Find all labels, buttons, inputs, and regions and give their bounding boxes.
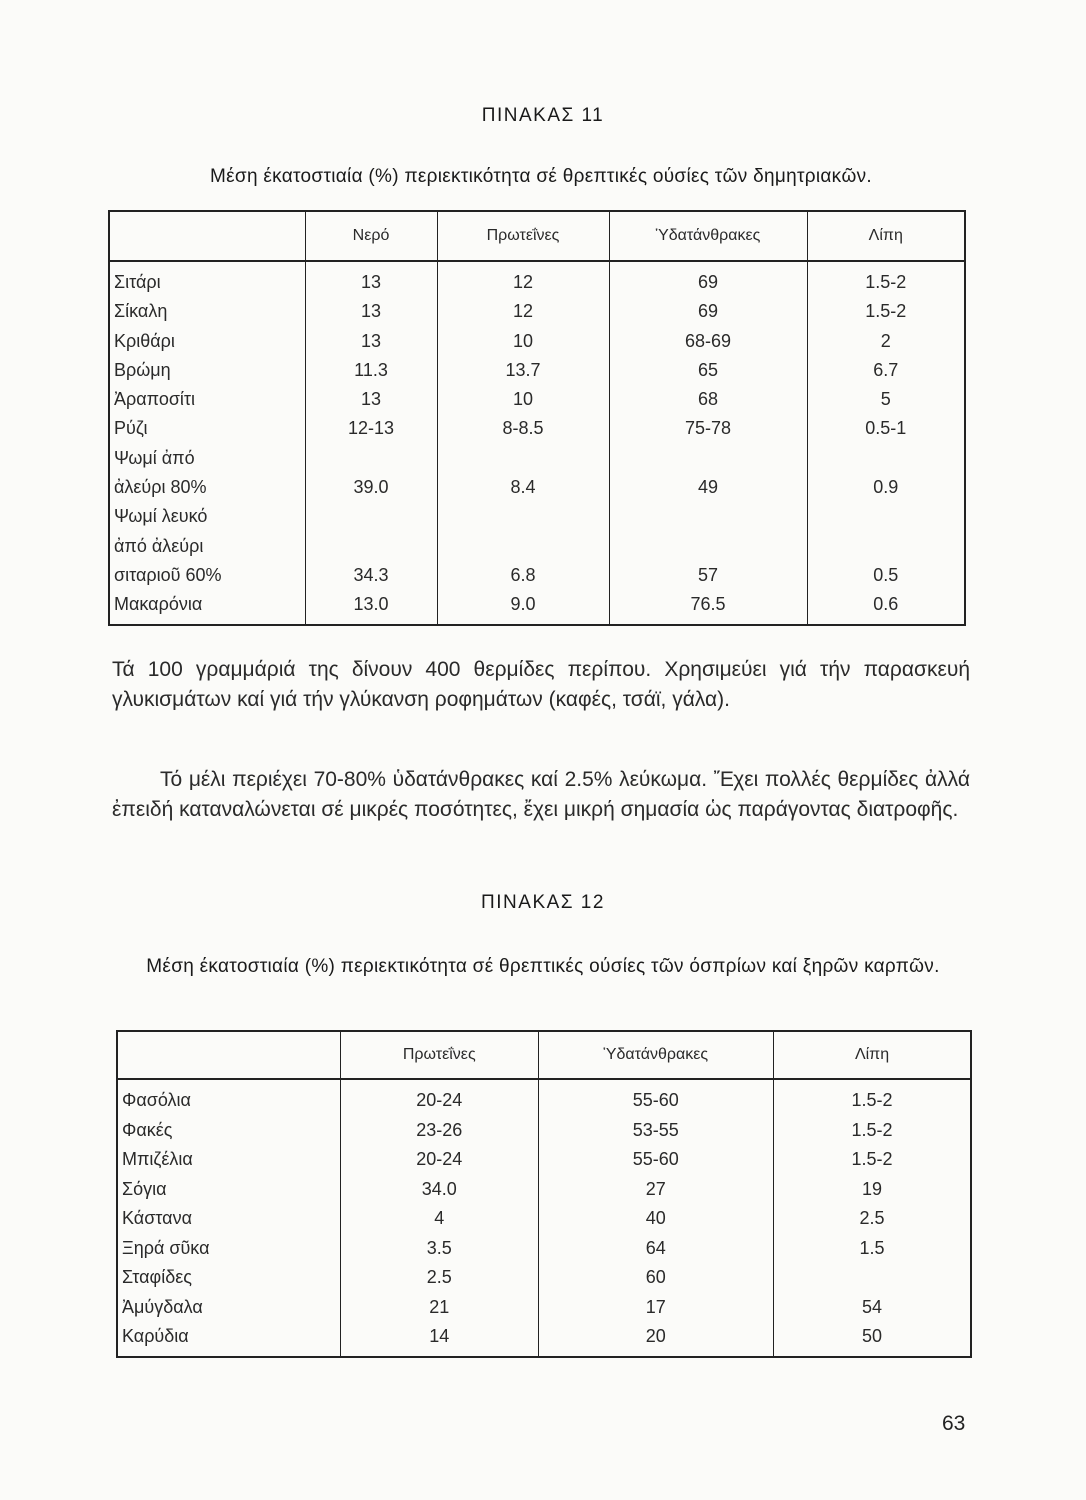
table12-header-cell [117, 1031, 341, 1079]
table-cell: 34.0 [341, 1175, 539, 1205]
table-cell: 2 [807, 327, 965, 356]
row-label: Φασόλια [122, 1090, 191, 1110]
row-label: Μπιζέλια [122, 1149, 193, 1169]
table-cell: 10 [437, 385, 609, 414]
table-cell: 68-69 [609, 327, 807, 356]
table12-header-cell: Πρωτεΐνες [341, 1031, 539, 1079]
row-label: Ψωμί ἀπό ἀλεύρι 80% [114, 447, 207, 498]
table-row [109, 414, 965, 443]
table-cell: 8-8.5 [437, 414, 609, 443]
table11-caption: Μέση έκατοστιαία (%) περιεκτικότητα σέ θρεπτικές ούσίες τῶν δημητριακῶν. [210, 166, 872, 187]
row-label: Ἀμύγδαλα [122, 1296, 203, 1317]
table-cell: 0.6 [807, 590, 965, 624]
table-cell: 17 [538, 1293, 774, 1323]
row-label: Ξηρά σῦκα [122, 1237, 210, 1258]
table-row [109, 356, 965, 385]
table-row [117, 1116, 971, 1146]
table-cell: 14 [341, 1322, 539, 1357]
table-row [117, 1079, 971, 1116]
table-cell: 3.5 [341, 1234, 539, 1264]
table-cell: 1.5-2 [807, 297, 965, 326]
table-cell: 50 [774, 1322, 971, 1357]
table-cell: 54 [774, 1293, 971, 1323]
table-row [117, 1322, 971, 1357]
table-row [109, 297, 965, 326]
table-cell: 13.0 [305, 590, 437, 624]
table-row [117, 1175, 971, 1205]
table-cell: 10 [437, 327, 609, 356]
table11-header-cell: Λίπη [807, 211, 965, 261]
table-cell: 1.5-2 [774, 1145, 971, 1175]
table-cell: 55-60 [538, 1145, 774, 1175]
table-row [109, 261, 965, 297]
table-cell: 0.5-1 [807, 414, 965, 443]
table-cell: 20-24 [341, 1079, 539, 1116]
table-cell: 2.5 [341, 1263, 539, 1293]
row-label: Βρώμη [114, 359, 171, 380]
page-number: 63 [942, 1412, 966, 1435]
table11-header-cell [109, 211, 305, 261]
row-label: Μακαρόνια [114, 594, 203, 615]
table-cell: 40 [538, 1204, 774, 1234]
table-cell: 69 [609, 261, 807, 297]
row-label: Σιτάρι [114, 272, 161, 292]
table12-header-cell: Ὑδατάνθρακες [538, 1031, 774, 1079]
table-cell: 9.0 [437, 590, 609, 624]
table-cell: 49 [609, 444, 807, 503]
table-cell: 21 [341, 1293, 539, 1323]
table-cell: 2.5 [774, 1204, 971, 1234]
table-row [117, 1263, 971, 1293]
row-label: Καρύδια [122, 1326, 189, 1346]
table-cell: 39.0 [305, 444, 437, 503]
table-row [117, 1293, 971, 1323]
table-cell: 4 [341, 1204, 539, 1234]
table-cell [774, 1263, 971, 1293]
row-label: Κάστανα [122, 1208, 192, 1228]
table-cell: 55-60 [538, 1079, 774, 1116]
table-cell: 19 [774, 1175, 971, 1205]
table-cell: 13.7 [437, 356, 609, 385]
table-cell: 6.8 [437, 502, 609, 590]
row-label: Ἀραποσίτι [114, 389, 196, 410]
table-cell: 0.9 [807, 444, 965, 503]
table-cell: 20 [538, 1322, 774, 1357]
row-label: Κριθάρι [114, 330, 175, 351]
table11-header-cell: Νερό [305, 211, 437, 261]
table12-header-cell: Λίπη [774, 1031, 971, 1079]
table-cell: 64 [538, 1234, 774, 1264]
row-label: Φακές [122, 1119, 173, 1140]
table-cell: 5 [807, 385, 965, 414]
table11-header-cell: Ὑδατάνθρακες [609, 211, 807, 261]
table-cell: 76.5 [609, 590, 807, 624]
table-cell: 57 [609, 502, 807, 590]
table-row [109, 327, 965, 356]
table-cell: 12 [437, 297, 609, 326]
table11-title: ΠΙΝΑΚΑΣ 11 [481, 105, 605, 126]
table-cell: 68 [609, 385, 807, 414]
table-cell: 12 [437, 261, 609, 297]
table-cell: 34.3 [305, 502, 437, 590]
row-label: Σταφίδες [122, 1267, 192, 1287]
table-cell: 1.5-2 [807, 261, 965, 297]
table-cell: 60 [538, 1263, 774, 1293]
table-cell: 13 [305, 261, 437, 297]
table-cell: 69 [609, 297, 807, 326]
table11-header-cell: Πρωτεΐνες [437, 211, 609, 261]
table-cell: 0.5 [807, 502, 965, 590]
table-cell: 75-78 [609, 414, 807, 443]
table-row [109, 385, 965, 414]
table12 [116, 1030, 972, 1358]
row-label: Ρύζι [114, 418, 148, 439]
table-row [117, 1234, 971, 1264]
paragraph-honey: Τό μέλι περιέχει 70-80% ὑδατάνθρακες καί 2.5% λεύκωμα. Ἔχει πολλές θερμίδες ἀλλά ἐπειδή καταναλώνεται σέ μικρές ποσότητες, ἔχει μικρή σημασία ὡς παράγοντας διατροφῆς. [112, 768, 970, 821]
table-cell: 53-55 [538, 1116, 774, 1146]
table-cell: 20-24 [341, 1145, 539, 1175]
table-row [109, 502, 965, 590]
table-cell: 27 [538, 1175, 774, 1205]
table-row [109, 444, 965, 503]
paragraph-sugar: Τά 100 γραμμάριά της δίνουν 400 θερμίδες περίπου. Χρησιμεύει γιά τήν παρασκευή γλυκισμάτων καί γιά τήν γλύκανση ροφημάτων (καφές, τσάϊ, γάλα). [112, 658, 970, 711]
table12-caption: Μέση έκατοστιαία (%) περιεκτικότητα σέ θρεπτικές ούσίες τῶν όσπρίων καί ξηρῶν καρπῶν. [146, 956, 940, 977]
table-cell: 12-13 [305, 414, 437, 443]
table-cell: 1.5-2 [774, 1079, 971, 1116]
table-cell: 13 [305, 297, 437, 326]
table-row [117, 1145, 971, 1175]
table-cell: 13 [305, 385, 437, 414]
table-row [117, 1204, 971, 1234]
table-row [109, 590, 965, 624]
table-cell: 13 [305, 327, 437, 356]
table-cell: 11.3 [305, 356, 437, 385]
table12-title: ΠΙΝΑΚΑΣ 12 [481, 892, 605, 913]
row-label: Σόγια [122, 1178, 167, 1199]
table-cell: 1.5-2 [774, 1116, 971, 1146]
table-cell: 8.4 [437, 444, 609, 503]
table-cell: 65 [609, 356, 807, 385]
table-cell: 6.7 [807, 356, 965, 385]
table-cell: 1.5 [774, 1234, 971, 1264]
row-label: Σίκαλη [114, 301, 168, 322]
table-cell: 23-26 [341, 1116, 539, 1146]
row-label: Ψωμί λευκό ἀπό ἀλεύρι σιταριοῦ 60% [114, 506, 222, 585]
table11 [108, 210, 966, 626]
